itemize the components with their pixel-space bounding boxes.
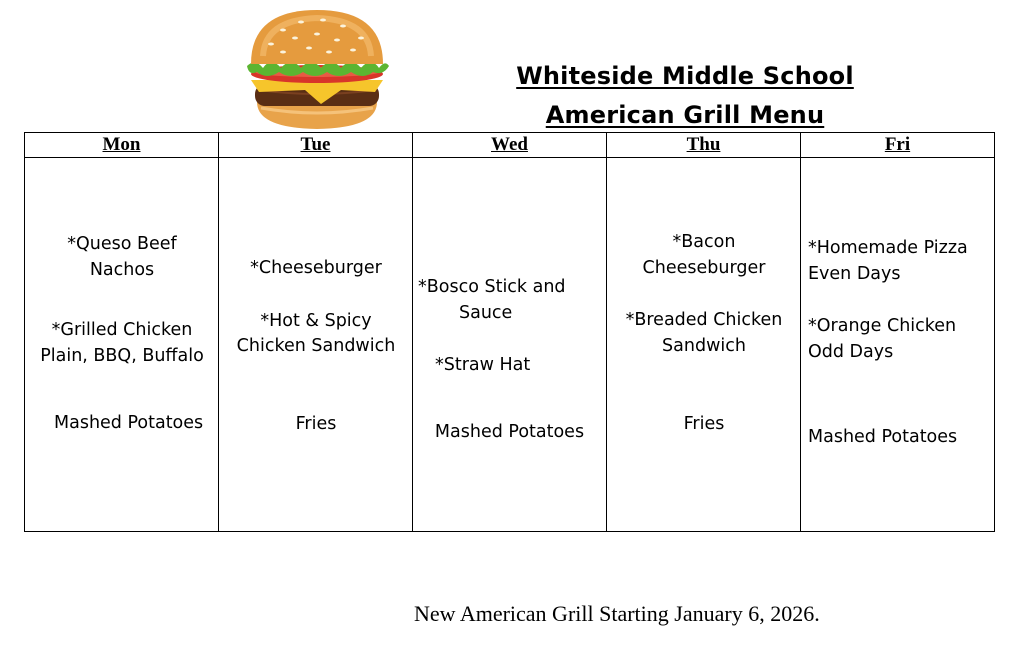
menu-item: *Grilled Chicken bbox=[51, 320, 193, 340]
menu-item: *Breaded Chicken bbox=[625, 310, 783, 330]
menu-item: Cheeseburger bbox=[642, 258, 766, 278]
start-date-note: New American Grill Starting January 6, 2026. bbox=[414, 601, 820, 626]
menu-item: *Homemade Pizza bbox=[808, 238, 968, 258]
menu-item: *Hot & Spicy bbox=[260, 311, 372, 331]
menu-cell-fri bbox=[801, 158, 995, 532]
menu-item: Fries bbox=[295, 414, 337, 434]
menu-item: *Orange Chicken bbox=[808, 316, 957, 336]
cheeseburger-image bbox=[243, 6, 391, 132]
menu-item: Sandwich bbox=[662, 336, 746, 356]
menu-cell-tue bbox=[219, 158, 413, 532]
day-header-wed: Wed bbox=[413, 133, 607, 158]
day-header-fri: Fri bbox=[801, 133, 995, 158]
menu-item: Plain, BBQ, Buffalo bbox=[40, 346, 204, 366]
menu-item: Nachos bbox=[89, 260, 155, 280]
menu-item: *Straw Hat bbox=[435, 355, 531, 375]
menu-item: Mashed Potatoes bbox=[434, 422, 585, 442]
menu-item: Even Days bbox=[808, 264, 901, 284]
school-name: Whiteside Middle School bbox=[516, 62, 854, 90]
menu-items-row bbox=[25, 158, 995, 532]
day-header-thu: Thu bbox=[607, 133, 801, 158]
menu-item: Sauce bbox=[459, 303, 513, 323]
menu-cell-thu bbox=[607, 158, 801, 532]
menu-item: *Bacon bbox=[672, 232, 736, 252]
menu-item: *Bosco Stick and bbox=[418, 277, 566, 297]
weekly-menu-table bbox=[24, 132, 995, 532]
day-header-row bbox=[25, 133, 995, 158]
menu-item: Mashed Potatoes bbox=[808, 427, 958, 447]
day-header-mon: Mon bbox=[25, 133, 219, 158]
menu-item: Chicken Sandwich bbox=[236, 336, 396, 356]
menu-cell-mon bbox=[25, 158, 219, 532]
menu-item: Mashed Potatoes bbox=[54, 413, 204, 433]
menu-item: *Cheeseburger bbox=[250, 258, 382, 278]
menu-cell-wed bbox=[413, 158, 607, 532]
menu-item: *Queso Beef bbox=[67, 234, 177, 254]
day-header-tue: Tue bbox=[219, 133, 413, 158]
menu-title: American Grill Menu bbox=[545, 101, 825, 129]
menu-item: Odd Days bbox=[808, 342, 894, 362]
menu-item: Fries bbox=[683, 414, 725, 434]
